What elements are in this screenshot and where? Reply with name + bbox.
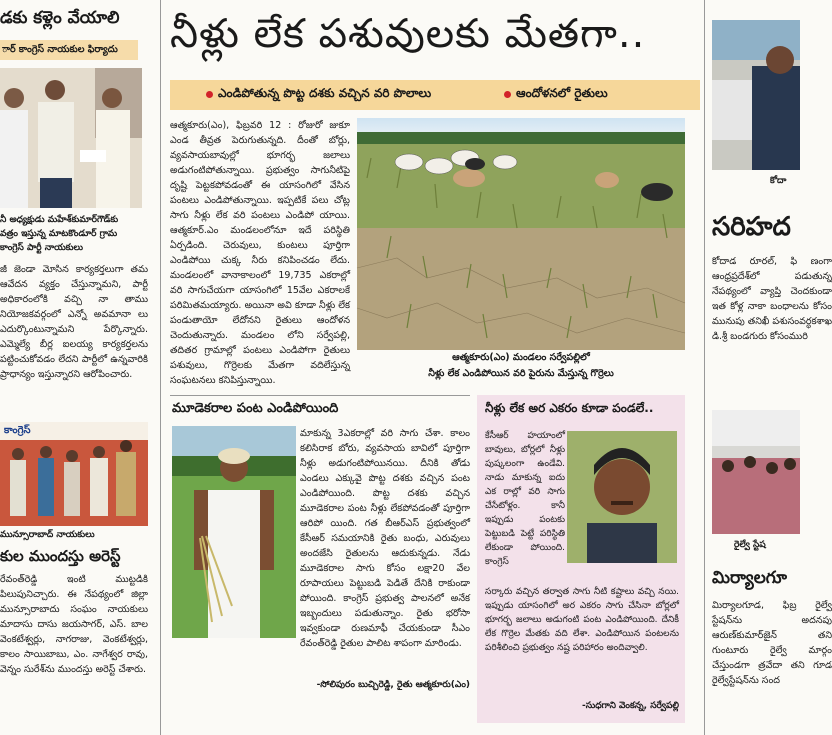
story3-byline: -సుధగాని వెంకన్న, సర్వేపల్లి: [582, 701, 679, 711]
left-photo2-board-text: కాంగ్రెస్: [4, 425, 31, 436]
story3-box: [477, 395, 685, 723]
story3-body-bottom: సర్కారు వచ్చిన తర్వాత సాగు నీటి కష్టాలు వచ్చి నయి. ఇప్పుడు యాసంగిలో అర ఎకరం సాగు చేసినా బోర్లలో భూగర్భ జలాలు అడుగంటి పంట ఎండిపోయింది. దేనికీ లేక గొర్రెల మేతకు వది లేశా. ఎండిపోయిన పంటలను పరిశీలించి ప్రభుత్వం నష్ట పరిహారం అందివ్వాలి.: [485, 587, 679, 653]
right-caption2: రైల్వే స్టేష: [734, 540, 766, 550]
main-photo-caption-line1: ఆత్మకూరు(ఎం) మండలం సర్వేపల్లిలో: [452, 352, 590, 363]
right-headline: సరిహద: [712, 212, 791, 242]
main-photo-caption-line2: నీళ్లు లేక ఎండిపోయిన వరి పైరును మేస్తున్న గొర్రెలు: [428, 368, 614, 379]
subhead-text-1: ఎండిపోతున్న పొట్ట దశకు వచ్చిన వరి పొలాలు: [218, 86, 432, 100]
left-photo-group: [0, 422, 148, 526]
right-caption1: కోదా: [770, 176, 787, 186]
left-photo2-caption: మున్సూరాబాద్ నాయకులు: [0, 530, 95, 540]
right-body1: కోదాడ రూరల్, ఫి ణంగా ఆంధ్రప్రదేశ్‌లో పడుతున్న నేపథ్యంలో వ్యాప్తి చెందకుండా ఇత కోళ్ల నాకా బంధాలను కోసం మునుపు తనిఖీ పశుసంవర్ధకశాఖ డి.శ్రీ బండగురు కోసంమురి: [712, 256, 832, 342]
left-photo-leaders: [0, 68, 142, 208]
main-photo-sheep-field: [357, 118, 685, 350]
divider-left: [160, 0, 161, 735]
left-headline2: కుల ముందస్తు అరెస్ట్: [0, 547, 121, 565]
divider-right: [704, 0, 705, 735]
right-body2: మిర్యాలగూడ, ఫిబ్ర రైల్వే స్టేషన్‌ను అదనపు ఆరుణ్‌కుమార్‌జైన్ తని గుంటూరు రైల్వే మార్గం చేస్తుండగా త్రవేదా తని గూడ రైల్వేస్టేషన్‌ను సంద: [712, 600, 832, 686]
left-column: [0, 0, 155, 735]
main-subhead-bar: [170, 80, 700, 110]
left-top-headline: డకు కళ్లెం వేయాలి: [0, 8, 120, 28]
story3-photo-farmer: [567, 431, 677, 563]
divider-main-sub: [170, 395, 470, 396]
story2-byline: -సోలిపురం బుచ్చిరెడ్డి, రైతు ఆత్మకూరు(ఎం): [316, 680, 470, 690]
story3-headline: నీళ్లు లేక అర ఎకరం కూడా పండలే..: [485, 401, 654, 415]
subhead-text-2: ఆందోళనలో రైతులు: [516, 86, 608, 100]
story2-headline: మూడెకరాల పంట ఎండిపోయింది: [172, 401, 339, 416]
main-headline: నీళ్లు లేక పశువులకు మేతగా..: [170, 11, 646, 57]
main-lead-text: ఆత్మకూరు(ఎం), ఫిబ్రవరి 12 : రోజురో జుకూ ఎండ తీవ్రత పెరుగుతున్నది. దీంతో బోర్లు, వ్యవసాయబావుల్లో భూగర్భ జలాలు అడుగంటిపోతున్నాయి. ప్రభుత్వం సాగునీటిపై దృష్టి పెట్టకపోవడంతో ఈ యాసంగిలో వేసిన పంటలు ఎండిపోతున్నాయి. ఇప్పటికే పలు చోట్ల సాగు నీళ్లు లేక వరి పంటలు ఎండిపో యాయి. ఆత్మకూర్.ఎం మండలంలోనూ ఇదే పరిస్థితి ఏర్పడింది. చెరువులు, కుంటలు పూర్తిగా ఎండిపోయి చుక్క నీరు కనిపించడం లేదు. మండలంలో వానాకాలంలో 19,735 ఎకరాల్లో వరి సాగుచేయగా యాసంగిలో 15వేల ఎకరాలకే పరిమితమయ్యారు. అయినా అవి కూడా నీళ్లు లేక పండుతాయో లేదోనని రైతులు ఆందోళన చెందుతున్నారు. మండలం లోని సర్వేపల్లి, తదితర గ్రామాల్లో పంటలు ఎండిపోగా రైతులు పశువులు, గొర్రెలకు మేతగా వదిలేస్తున్న సంఘటనలు కనిపిస్తున్నాయి.: [170, 120, 350, 386]
story3-body-top: కేసీఆర్ హయాంలో బావులు, బోర్లలో నీళ్లు పుష్కలంగా ఉండేవి. నాడు మాకున్న ఐదు ఎక రాల్లో వరి సాగు చేసేటోళ్లం. కానీ ఇప్పుడు పంటకు పెట్టుబడి పెట్టే పరిస్థితి లేకుండా పోయింది. కాంగ్రెస్: [485, 431, 565, 567]
bullet-icon: [504, 91, 511, 98]
right-column: [712, 0, 832, 735]
left-photo1-caption-line3: కాంగ్రెస్ పార్టీ నాయకులు: [0, 243, 83, 253]
bullet-icon: [206, 91, 213, 98]
left-photo1-caption-line2: వత్రం ఇస్తున్న మాటకొండూర్ గ్రామ: [0, 229, 118, 239]
right-headline2: మిర్యాలగూ: [712, 568, 788, 588]
left-body-text: జీ జెండా మోసిన కార్యకర్తలుగా తమ ఆవేదన వ్యక్తం చేస్తున్నామని, పార్టీ అధికారంలోకి వచ్చి నా తాము నియోజకవర్గంలో ఎన్నో అవమానా లు ఎదుర్కొంటున్నామని పేర్కొన్నారు. ఎమ్మెల్యే బీర్ల ఐలయ్య కార్యకర్తలను పట్టించుకోవడం లేదని పార్టీలో ఉన్నవారికి ప్రాధాన్యం ఇస్తున్నారని ఆరోపించారు.: [0, 264, 148, 380]
story2-body: మాకున్న 3ఎకరాల్లో వరి సాగు చేశా. కాలం కలిసిరాక బోరు, వ్యవసాయ బావిలో పూర్తిగా నీళ్లు అడుగంటిపోయినయి. దీనికి తోడు ఎండలు ఎక్కువై పొట్ట దశకు వచ్చిన పంట ఎండిపోయింది. పొట్ట దశకు వచ్చిన మూడెకరాల పంట నీళ్లు లేకపోవడంతో పూర్తిగా ఆరిపో యింది. గత బీఆర్ఎస్ ప్రభుత్వంలో కేసీఆర్ సమయానికి రైతు బంధు, ఎరువులు అందజేసి రైతులను ఆదుకున్నడు. నేడు మూడెకరాల సాగు కోసం లక్షా20 వేల రూపాయలు పెట్టుబడి పెడితే దేనికి రాకుండా పోయింది. కాంగ్రెస్ ప్రభుత్వ పాలనలో అనేక ఇబ్బందులు పడుతున్నాం. రైతు భరోసా ఇవ్వకుండా రుణమాఫీ చేయకుండా సీఎం రేవంత్‌రెడ్డి రైతుల పాలిట శాపంగా మారిండు.: [300, 428, 470, 649]
left-top-subhead: ార్ కాంగ్రెస్ నాయకుల ఫిర్యాదు: [0, 40, 138, 60]
left-photo1-caption-line1: నీ అధ్యక్షుడు మహేశ్‌కుమార్‌గౌడ్‌కు: [0, 215, 119, 225]
story2-photo-farmer: [172, 426, 296, 638]
right-photo-station: [712, 410, 800, 534]
left-body2: రేవంత్‌రెడ్డి ఇంటి ముట్టడికి పిలుపునిచ్చారు. ఈ నేపథ్యంలో జిల్లా మున్సూరాబాదు సంఘం నాయకులు మాదాసు దాసు జయసాగర్, ఎస్. బాల వెంకటేశ్వర్లు, నాగరాజు, వెంకటేశ్వర్లు, కాలం సాయిబాబు, ఎం. నాగేశ్వర రావు, వెన్నం సురేశ్‌ను ముందస్తు అరెస్ట్ చేశారు.: [0, 574, 148, 675]
right-photo-checkpost: [712, 20, 800, 170]
